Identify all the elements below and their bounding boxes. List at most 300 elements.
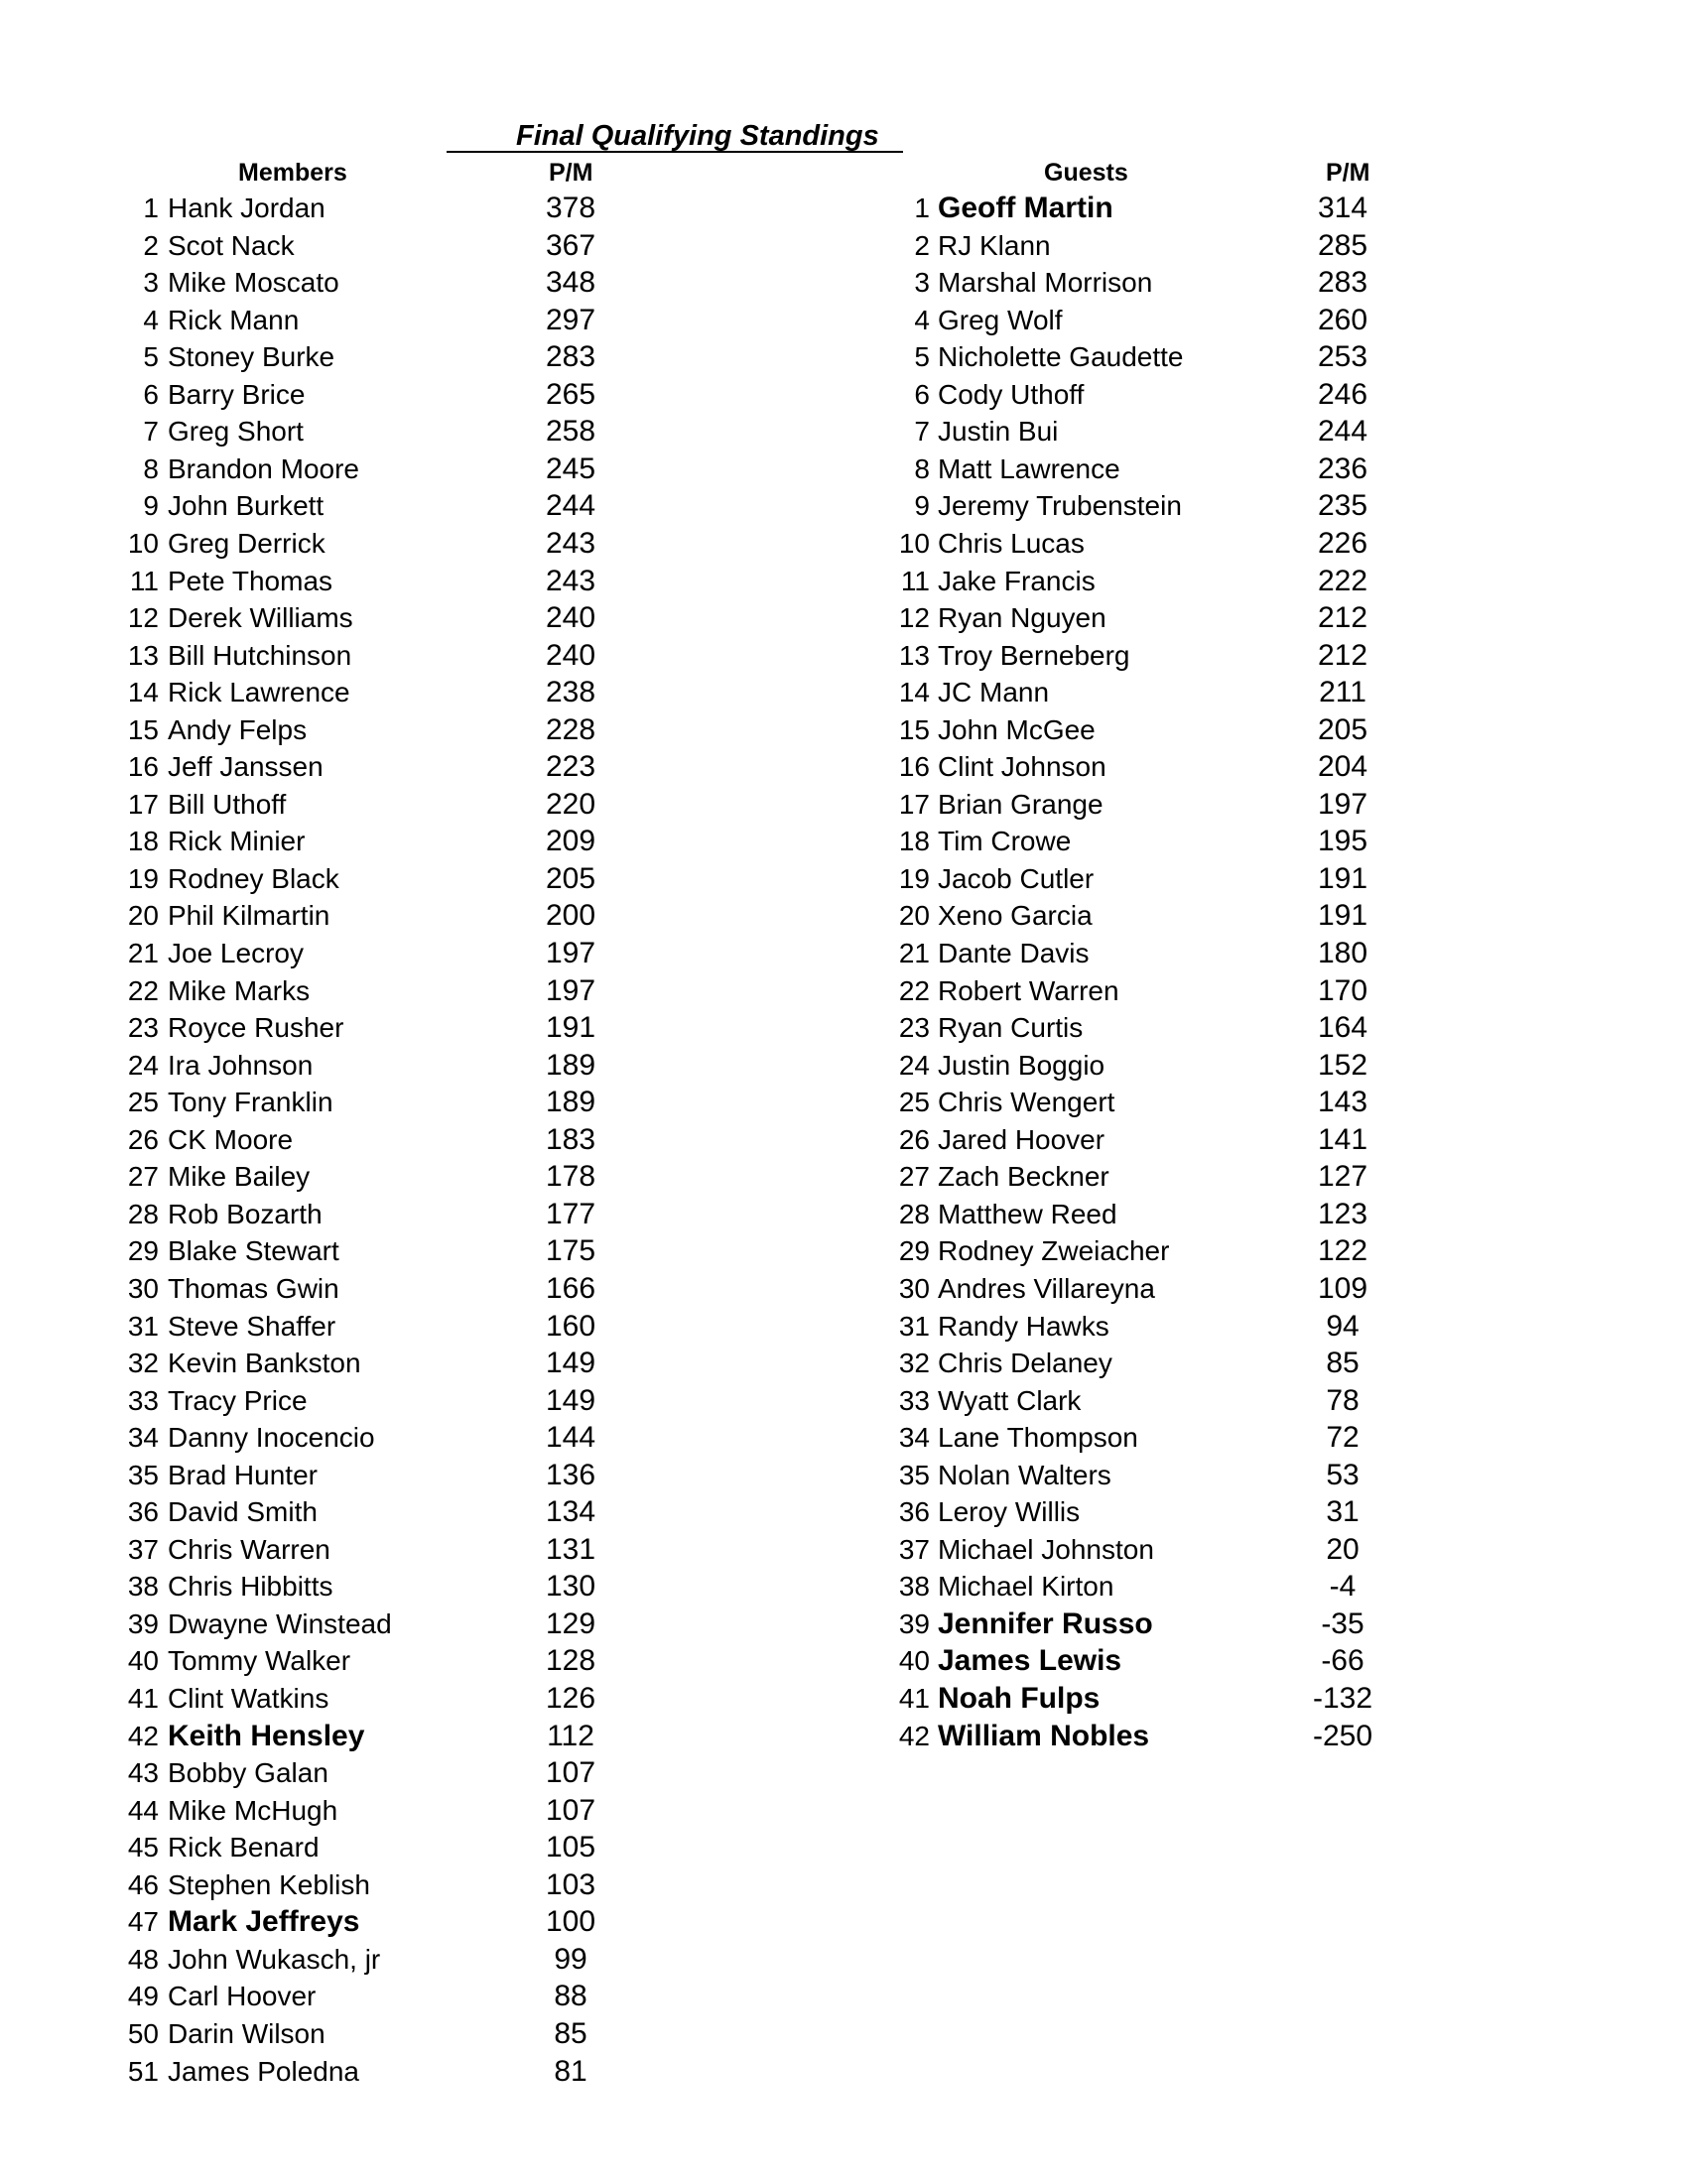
table-row <box>0 1382 1688 1419</box>
player-name: Joe Lecroy <box>168 938 304 968</box>
pm-value: 348 <box>545 266 596 300</box>
rank: 34 <box>127 1422 159 1454</box>
pm-value: 246 <box>1317 377 1368 411</box>
pm-value: 235 <box>1317 489 1368 523</box>
rank: 4 <box>914 304 930 335</box>
rank: 48 <box>127 1943 159 1975</box>
rank: 28 <box>127 1198 159 1229</box>
table-row <box>0 376 1688 413</box>
player-name: Mark Jeffreys <box>168 1905 360 1939</box>
player-name: CK Moore <box>168 1123 294 1155</box>
player-name: Barry Brice <box>168 378 306 410</box>
player-name: Pete Thomas <box>168 565 333 596</box>
pm-value: 222 <box>1317 564 1368 597</box>
player-name: Matt Lawrence <box>938 452 1120 484</box>
table-row <box>0 1009 1688 1046</box>
player-name: Chris Delaney <box>938 1348 1112 1379</box>
rank: 21 <box>127 938 159 968</box>
pm-value: 209 <box>545 825 596 858</box>
rank: 37 <box>898 1533 930 1565</box>
player-name: Bill Uthoff <box>168 788 287 820</box>
pm-value: 178 <box>545 1160 596 1194</box>
player-name: Greg Wolf <box>938 304 1063 335</box>
rank: 6 <box>143 378 159 410</box>
player-name: Mike McHugh <box>168 1794 338 1826</box>
player-name: Chris Warren <box>168 1533 330 1565</box>
rank: 9 <box>143 490 159 522</box>
rank: 22 <box>127 974 159 1006</box>
rank: 24 <box>898 1049 930 1081</box>
table-row <box>0 2015 1688 2052</box>
rank: 3 <box>143 267 159 299</box>
pm-value: 107 <box>545 1793 596 1827</box>
player-name: Greg Short <box>168 416 304 448</box>
table-row <box>0 1792 1688 1829</box>
table-row <box>0 1047 1688 1084</box>
rank: 39 <box>898 1607 930 1639</box>
pm-value: 260 <box>1317 303 1368 336</box>
rank: 7 <box>143 416 159 448</box>
player-name: Hank Jordan <box>168 193 325 223</box>
player-name: Stoney Burke <box>168 341 335 373</box>
pm-value: 220 <box>545 787 596 821</box>
player-name: Danny Inocencio <box>168 1422 375 1454</box>
table-row <box>0 264 1688 301</box>
pm-value: 109 <box>1317 1271 1368 1305</box>
table-row <box>0 599 1688 636</box>
table-row <box>0 1419 1688 1456</box>
player-name: Rick Mann <box>168 304 300 335</box>
pm-value: 205 <box>1317 712 1368 746</box>
rank: 40 <box>127 1645 159 1677</box>
player-name: William Nobles <box>938 1719 1150 1752</box>
player-name: Stephen Keblish <box>168 1868 370 1900</box>
table-row <box>0 897 1688 934</box>
player-name: Jared Hoover <box>938 1123 1105 1155</box>
guests-pm-header: P/M <box>1326 159 1370 187</box>
pm-value: 81 <box>554 2054 587 2088</box>
rank: 14 <box>127 677 159 708</box>
table-row <box>0 1121 1688 1158</box>
rank: 23 <box>127 1012 159 1044</box>
pm-value: 212 <box>1317 638 1368 672</box>
player-name: Rick Minier <box>168 826 306 857</box>
rank: 20 <box>898 900 930 932</box>
player-name: Xeno Garcia <box>938 900 1093 932</box>
table-row <box>0 525 1688 562</box>
pm-value: 149 <box>545 1383 596 1417</box>
player-name: Rodney Black <box>168 862 339 894</box>
player-name: Tim Crowe <box>938 826 1072 857</box>
player-name: Clint Johnson <box>938 751 1106 783</box>
player-name: Scot Nack <box>168 229 295 261</box>
pm-value: 240 <box>545 601 596 635</box>
pm-value: 72 <box>1326 1421 1360 1455</box>
pm-value: 223 <box>545 750 596 784</box>
rank: 30 <box>127 1272 159 1304</box>
pm-value: 212 <box>1317 601 1368 635</box>
player-name: Jake Francis <box>938 565 1096 596</box>
rank: 17 <box>127 788 159 820</box>
pm-value: 197 <box>545 973 596 1007</box>
pm-value: 191 <box>545 1011 596 1045</box>
rank: 5 <box>143 341 159 373</box>
pm-value: 123 <box>1317 1197 1368 1230</box>
pm-value: -250 <box>1312 1719 1373 1752</box>
player-name: David Smith <box>168 1496 318 1528</box>
rank: 36 <box>127 1496 159 1528</box>
guests-header: Guests <box>1044 159 1128 187</box>
rank: 38 <box>127 1571 159 1603</box>
rank: 44 <box>127 1794 159 1826</box>
rank: 39 <box>127 1607 159 1639</box>
table-row <box>0 1941 1688 1978</box>
player-name: Andy Felps <box>168 713 308 745</box>
rank: 21 <box>898 938 930 968</box>
table-row <box>0 1606 1688 1642</box>
rank: 13 <box>127 639 159 671</box>
player-name: John Wukasch, jr <box>168 1943 381 1975</box>
pm-value: 136 <box>545 1458 596 1491</box>
pm-value: 105 <box>545 1831 596 1864</box>
table-row <box>0 227 1688 264</box>
pm-value: -132 <box>1312 1682 1373 1715</box>
rank: 9 <box>914 490 930 522</box>
player-name: Mike Bailey <box>168 1161 311 1193</box>
rank: 6 <box>914 378 930 410</box>
player-name: Keith Hensley <box>168 1719 365 1752</box>
pm-value: 85 <box>1326 1347 1360 1380</box>
player-name: Rick Benard <box>168 1832 320 1863</box>
player-name: Lane Thompson <box>938 1422 1138 1454</box>
player-name: Ira Johnson <box>168 1049 314 1081</box>
pm-value: 112 <box>547 1719 594 1752</box>
rank: 47 <box>127 1906 159 1938</box>
rank: 35 <box>898 1459 930 1490</box>
rank: 41 <box>898 1683 930 1714</box>
pm-value: 258 <box>545 415 596 449</box>
pm-value: 107 <box>545 1756 596 1790</box>
pm-value: 226 <box>1317 526 1368 560</box>
table-row <box>0 2053 1688 2090</box>
pm-value: 205 <box>545 861 596 895</box>
pm-value: 88 <box>554 1980 587 2013</box>
pm-value: 191 <box>1317 899 1368 933</box>
table-row <box>0 637 1688 674</box>
player-name: Chris Lucas <box>938 527 1085 559</box>
player-name: Rob Bozarth <box>168 1198 323 1229</box>
player-name: Jacob Cutler <box>938 862 1095 894</box>
pm-value: 244 <box>1317 415 1368 449</box>
table-row <box>0 1754 1688 1791</box>
pm-value: 152 <box>1317 1048 1368 1082</box>
table-row <box>0 563 1688 599</box>
rank: 4 <box>143 304 159 335</box>
player-name: Mike Marks <box>168 974 311 1006</box>
rank: 29 <box>898 1235 930 1267</box>
pm-value: 314 <box>1317 192 1368 224</box>
pm-value: 253 <box>1317 340 1368 374</box>
rank: 22 <box>898 974 930 1006</box>
rank: 15 <box>127 713 159 745</box>
table-row <box>0 1866 1688 1903</box>
table-row <box>0 190 1688 226</box>
rank: 7 <box>914 416 930 448</box>
rank: 32 <box>898 1348 930 1379</box>
pm-value: 265 <box>545 377 596 411</box>
pm-value: -35 <box>1321 1606 1364 1640</box>
pm-value: 367 <box>545 228 596 262</box>
player-name: Jeremy Trubenstein <box>938 490 1182 522</box>
rank: 51 <box>127 2055 159 2087</box>
rank: 19 <box>127 862 159 894</box>
player-name: Mike Moscato <box>168 267 339 299</box>
rank: 30 <box>898 1272 930 1304</box>
pm-value: 31 <box>1326 1495 1360 1529</box>
rank: 38 <box>898 1571 930 1603</box>
rank: 33 <box>127 1384 159 1416</box>
rank: 32 <box>127 1348 159 1379</box>
player-name: Chris Hibbitts <box>168 1571 333 1603</box>
rank: 24 <box>127 1049 159 1081</box>
table-row <box>0 1232 1688 1269</box>
rank: 40 <box>898 1645 930 1677</box>
rank: 5 <box>914 341 930 373</box>
rank: 15 <box>898 713 930 745</box>
pm-value: 285 <box>1317 228 1368 262</box>
pm-value: 126 <box>545 1682 596 1715</box>
pm-value: 197 <box>1317 787 1368 821</box>
player-name: John McGee <box>938 713 1096 745</box>
pm-value: 283 <box>545 340 596 374</box>
pm-value: 200 <box>545 899 596 933</box>
table-row <box>0 860 1688 897</box>
table-row <box>0 450 1688 487</box>
rank: 27 <box>898 1161 930 1193</box>
table-row <box>0 748 1688 785</box>
rank: 23 <box>898 1012 930 1044</box>
rank: 1 <box>914 193 930 223</box>
pm-value: 94 <box>1326 1309 1360 1343</box>
player-name: Dante Davis <box>938 938 1090 968</box>
rank: 18 <box>127 826 159 857</box>
player-name: Troy Berneberg <box>938 639 1130 671</box>
rank: 2 <box>143 229 159 261</box>
player-name: Ryan Curtis <box>938 1012 1084 1044</box>
table-row <box>0 786 1688 823</box>
player-name: John Burkett <box>168 490 325 522</box>
player-name: Brandon Moore <box>168 452 360 484</box>
pm-value: 195 <box>1317 825 1368 858</box>
player-name: JC Mann <box>938 677 1050 708</box>
rank: 10 <box>127 527 159 559</box>
table-row <box>0 711 1688 748</box>
rank: 25 <box>127 1087 159 1118</box>
rank: 43 <box>127 1757 159 1789</box>
player-name: Brian Grange <box>938 788 1104 820</box>
pm-value: 164 <box>1317 1011 1368 1045</box>
table-row <box>0 1531 1688 1568</box>
pm-value: 244 <box>545 489 596 523</box>
player-name: Phil Kilmartin <box>168 900 330 932</box>
pm-value: 283 <box>1317 266 1368 300</box>
player-name: Cody Uthoff <box>938 378 1085 410</box>
pm-value: 170 <box>1317 973 1368 1007</box>
pm-value: 236 <box>1317 451 1368 485</box>
pm-value: 99 <box>554 1942 587 1976</box>
pm-value: 238 <box>545 676 596 709</box>
player-name: Andres Villareyna <box>938 1272 1155 1304</box>
rank: 12 <box>127 602 159 634</box>
pm-value: 180 <box>1317 937 1368 969</box>
rank: 29 <box>127 1235 159 1267</box>
pm-value: 228 <box>545 712 596 746</box>
rank: 26 <box>127 1123 159 1155</box>
table-row <box>0 302 1688 338</box>
pm-value: 78 <box>1326 1383 1360 1417</box>
pm-value: 245 <box>545 451 596 485</box>
table-row <box>0 1196 1688 1232</box>
rank: 36 <box>898 1496 930 1528</box>
rank: 31 <box>127 1310 159 1342</box>
player-name: Tommy Walker <box>168 1645 351 1677</box>
pm-value: 122 <box>1317 1234 1368 1268</box>
rank: 20 <box>127 900 159 932</box>
pm-value: 85 <box>554 2016 587 2050</box>
table-row <box>0 1903 1688 1940</box>
rank: 10 <box>898 527 930 559</box>
pm-value: 144 <box>545 1421 596 1455</box>
pm-value: 240 <box>545 638 596 672</box>
rank: 19 <box>898 862 930 894</box>
pm-value: 127 <box>1317 1160 1368 1194</box>
rank: 42 <box>898 1720 930 1751</box>
player-name: Justin Bui <box>938 416 1059 448</box>
pm-value: 134 <box>545 1495 596 1529</box>
player-name: Robert Warren <box>938 974 1119 1006</box>
rank: 14 <box>898 677 930 708</box>
table-row <box>0 1084 1688 1120</box>
pm-value: 128 <box>545 1644 596 1678</box>
rank: 16 <box>898 751 930 783</box>
rank: 11 <box>129 565 159 596</box>
rank: 16 <box>127 751 159 783</box>
player-name: Michael Johnston <box>938 1533 1154 1565</box>
player-name: Chris Wengert <box>938 1087 1115 1118</box>
members-header: Members <box>238 159 347 187</box>
pm-value: 53 <box>1326 1458 1360 1491</box>
pm-value: 131 <box>545 1532 596 1566</box>
rank: 49 <box>127 1981 159 2012</box>
members-pm-header: P/M <box>549 159 593 187</box>
player-name: Nolan Walters <box>938 1459 1111 1490</box>
pm-value: 20 <box>1326 1532 1360 1566</box>
pm-value: 189 <box>545 1048 596 1082</box>
rank: 46 <box>127 1868 159 1900</box>
player-name: Blake Stewart <box>168 1235 339 1267</box>
rank: 12 <box>898 602 930 634</box>
pm-value: 378 <box>545 192 596 224</box>
player-name: Zach Beckner <box>938 1161 1109 1193</box>
pm-value: 149 <box>545 1347 596 1380</box>
player-name: Tracy Price <box>168 1384 308 1416</box>
player-name: Carl Hoover <box>168 1981 317 2012</box>
player-name: Bill Hutchinson <box>168 639 352 671</box>
rank: 18 <box>898 826 930 857</box>
player-name: Derek Williams <box>168 602 353 634</box>
player-name: Darin Wilson <box>168 2017 325 2049</box>
player-name: Nicholette Gaudette <box>938 341 1184 373</box>
table-row <box>0 1642 1688 1679</box>
rank: 11 <box>900 565 930 596</box>
table-row <box>0 674 1688 710</box>
page-title: Final Qualifying Standings <box>447 121 903 153</box>
pm-value: 141 <box>1317 1122 1368 1156</box>
table-row <box>0 1158 1688 1195</box>
table-row <box>0 487 1688 524</box>
player-name: Leroy Willis <box>938 1496 1081 1528</box>
table-row <box>0 1270 1688 1307</box>
rank: 42 <box>127 1720 159 1751</box>
rank: 37 <box>127 1533 159 1565</box>
player-name: Tony Franklin <box>168 1087 333 1118</box>
player-name: James Lewis <box>938 1644 1122 1678</box>
pm-value: 103 <box>545 1867 596 1901</box>
pm-value: 204 <box>1317 750 1368 784</box>
pm-value: 183 <box>545 1122 596 1156</box>
table-row <box>0 1680 1688 1717</box>
table-row <box>0 1978 1688 2014</box>
rank: 26 <box>898 1123 930 1155</box>
rank: 25 <box>898 1087 930 1118</box>
table-row <box>0 935 1688 971</box>
rank: 35 <box>127 1459 159 1490</box>
player-name: Brad Hunter <box>168 1459 318 1490</box>
rank: 45 <box>127 1832 159 1863</box>
rank: 1 <box>143 193 159 223</box>
table-row <box>0 972 1688 1009</box>
rank: 3 <box>914 267 930 299</box>
player-name: Royce Rusher <box>168 1012 344 1044</box>
player-name: James Poledna <box>168 2055 360 2087</box>
rank: 41 <box>127 1683 159 1714</box>
player-name: Wyatt Clark <box>938 1384 1082 1416</box>
pm-value: 177 <box>545 1197 596 1230</box>
rank: 33 <box>898 1384 930 1416</box>
pm-value: 100 <box>545 1905 596 1939</box>
table-row <box>0 1829 1688 1865</box>
pm-value: 143 <box>1317 1086 1368 1119</box>
player-name: Marshal Morrison <box>938 267 1153 299</box>
rank: 50 <box>127 2017 159 2049</box>
pm-value: 130 <box>545 1570 596 1604</box>
table-row <box>0 1308 1688 1345</box>
rank: 27 <box>127 1161 159 1193</box>
rank: 17 <box>898 788 930 820</box>
table-row <box>0 1345 1688 1381</box>
pm-value: 297 <box>545 303 596 336</box>
rank: 34 <box>898 1422 930 1454</box>
player-name: RJ Klann <box>938 229 1051 261</box>
player-name: Rick Lawrence <box>168 677 350 708</box>
pm-value: 175 <box>545 1234 596 1268</box>
pm-value: 160 <box>545 1309 596 1343</box>
player-name: Noah Fulps <box>938 1682 1101 1715</box>
rank: 2 <box>914 229 930 261</box>
table-row <box>0 1718 1688 1754</box>
player-name: Geoff Martin <box>938 192 1113 224</box>
rank: 31 <box>898 1310 930 1342</box>
